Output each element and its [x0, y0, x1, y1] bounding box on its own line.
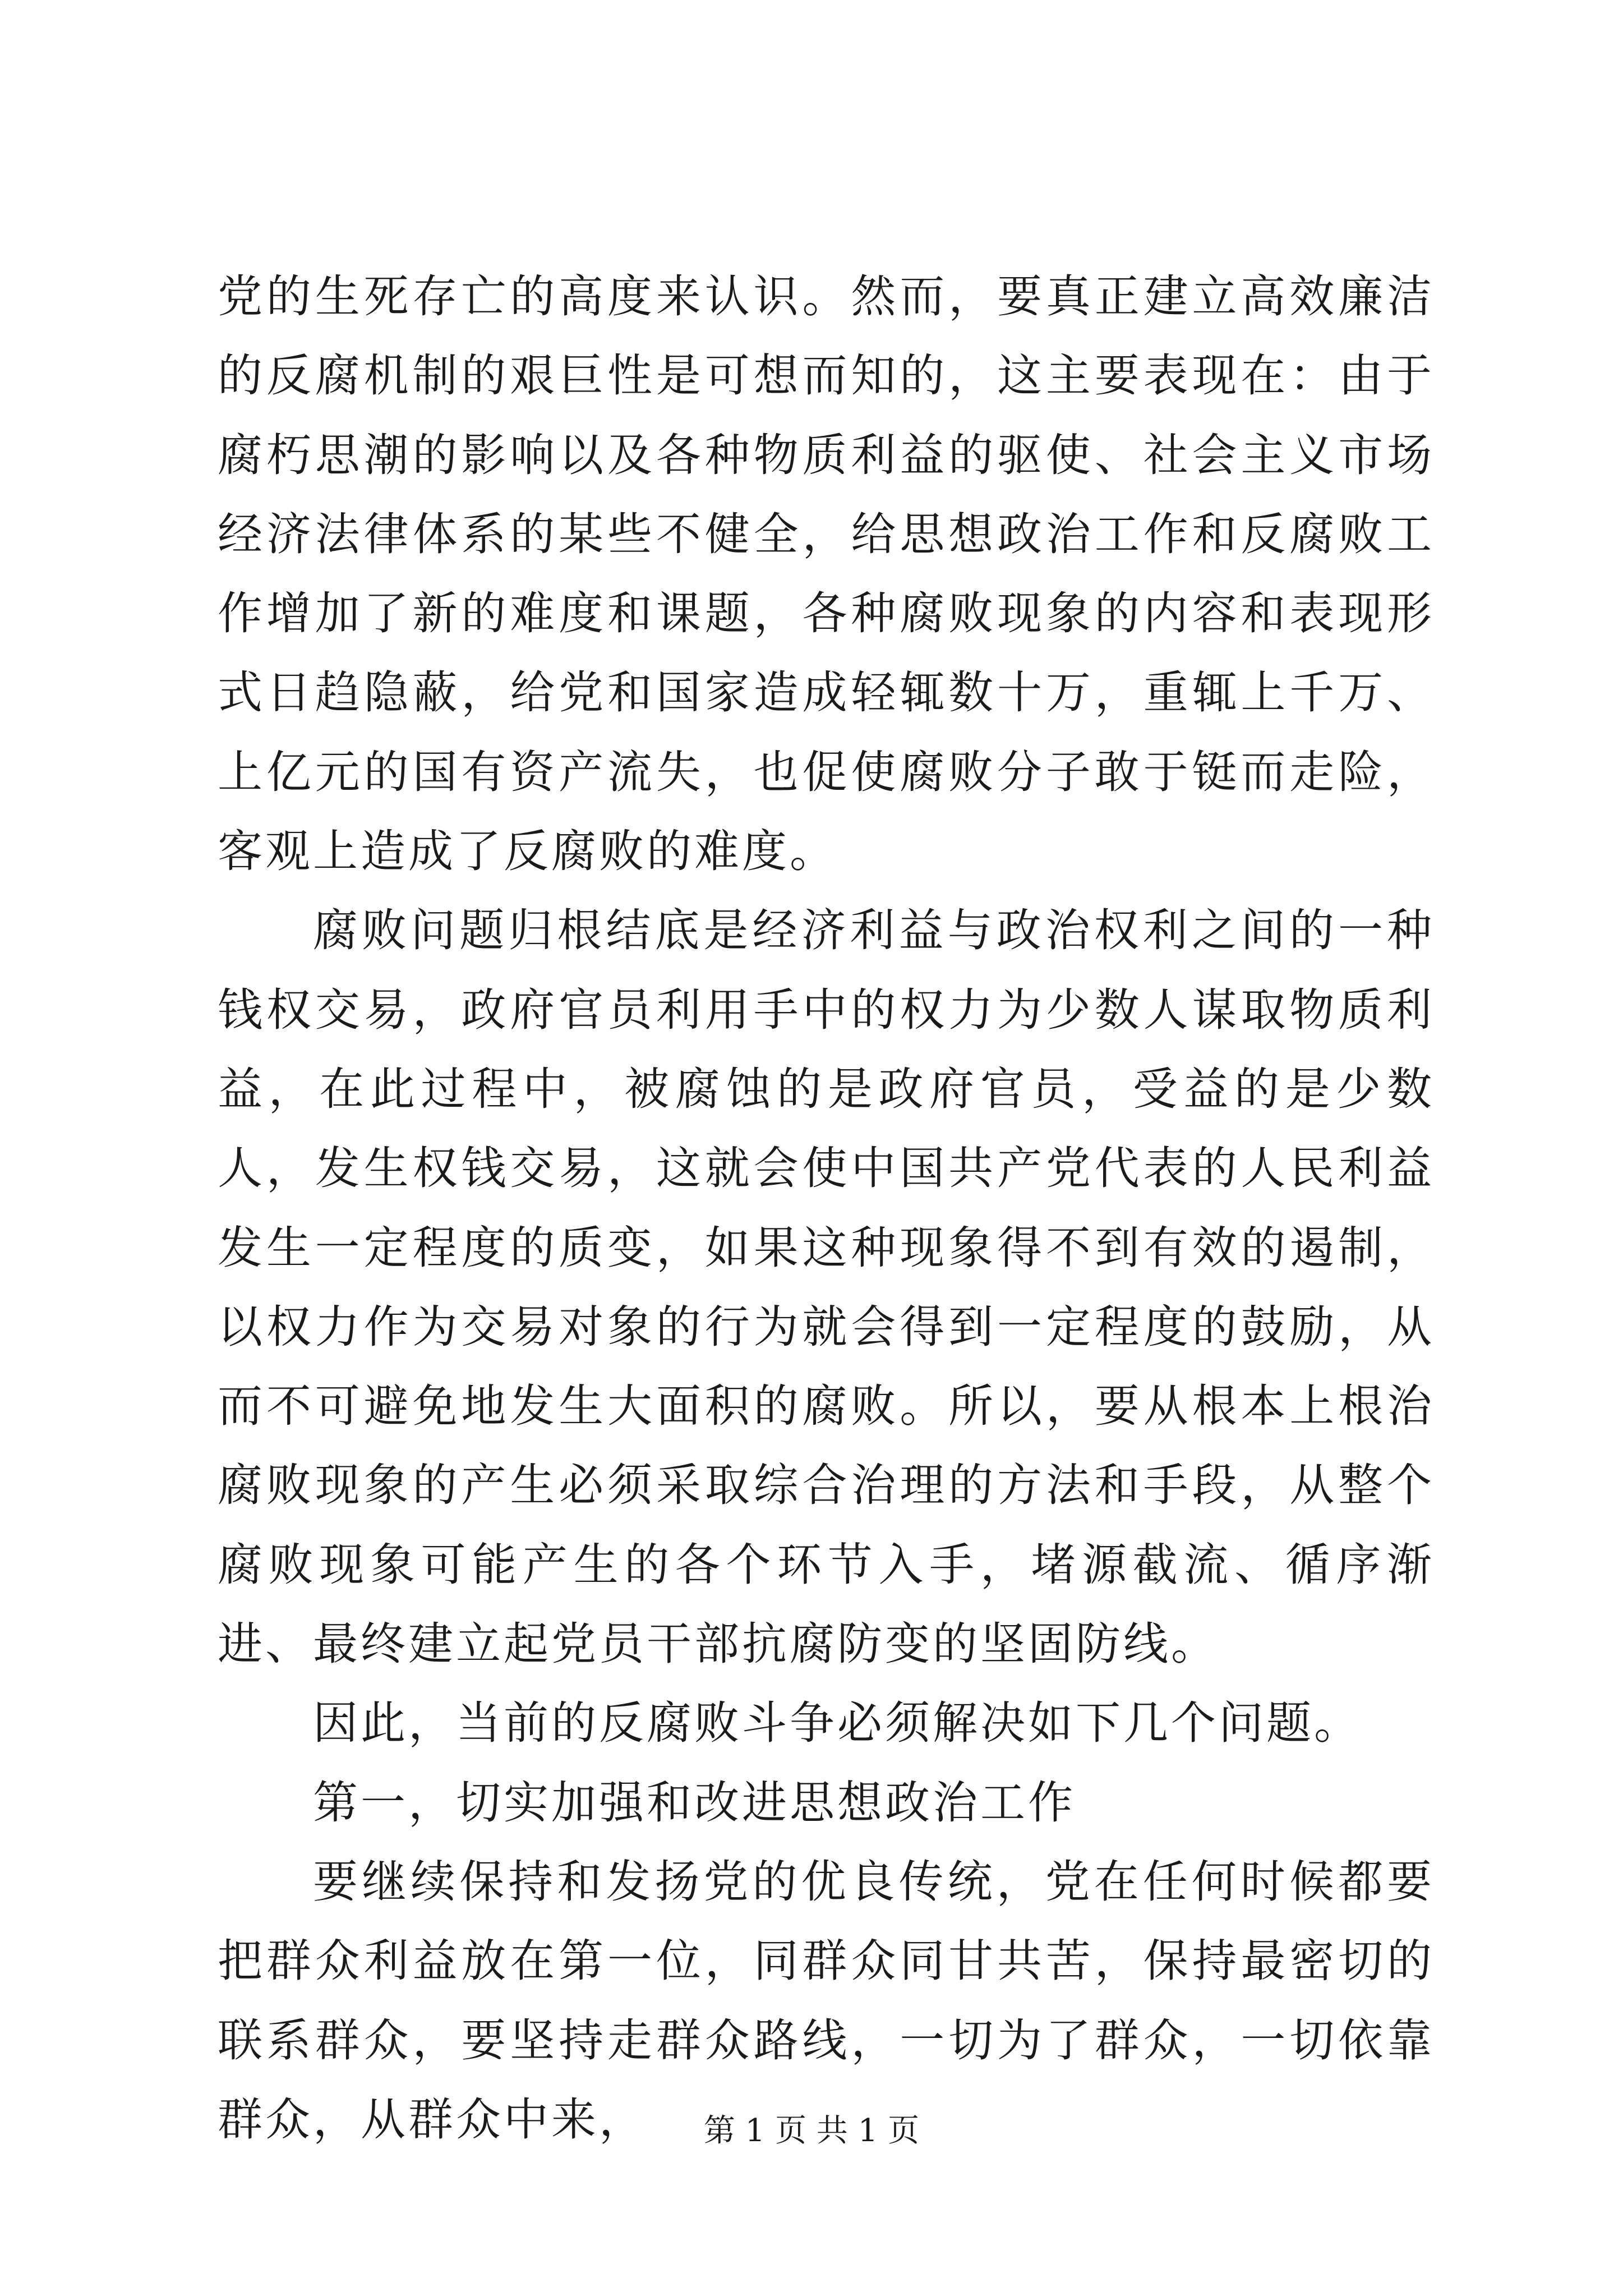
paragraph-1: 党的生死存亡的高度来认识。然而，要真正建立高效廉洁的反腐机制的艰巨性是可想而知的，这主要表现在：由于腐朽思潮的影响以及各种物质利益的驱使、社会主义市场经济法律体系的某些不健全，给思想政治工作和反腐败工作增加了新的难度和课题，各种腐败现象的内容和表现形式日趋隐蔽，给党和国家造成轻辄数十万，重辄上千万、上亿元的国有资产流失，也促使腐败分子敢于铤而走险，客观上造成了反腐败的难度。: [218, 270, 1435, 878]
paragraph-4: 要继续保持和发扬党的优良传统，党在任何时候都要把群众利益放在第一位，同群众同甘共苦，保持最密切的联系群众，要坚持走群众路线，一切为了群众，一切依靠群众，从群众中来，: [218, 1855, 1435, 2146]
page-footer: 第 1 页 共 1 页: [703, 2113, 920, 2149]
section-heading: 第一，切实加强和改进思想政治工作: [313, 1776, 1076, 1829]
paragraph-3: 因此，当前的反腐败斗争必须解决如下几个问题。: [313, 1697, 1362, 1750]
body-text: [218, 257, 1435, 2159]
paragraph-2: 腐败问题归根结底是经济利益与政治权利之间的一种钱权交易，政府官员利用手中的权力为少数人谋取物质利益，在此过程中，被腐蚀的是政府官员，受益的是少数人，发生权钱交易，这就会使中国共产党代表的人民利益发生一定程度的质变，如果这种现象得不到有效的遏制，以权力作为交易对象的行为就会得到一定程度的鼓励，从而不可避免地发生大面积的腐败。所以，要从根本上根治腐败现象的产生必须采取综合治理的方法和手段，从整个腐败现象可能产生的各个环节入手，堵源截流、循序渐进、最终建立起党员干部抗腐防变的坚固防线。: [218, 904, 1435, 1671]
